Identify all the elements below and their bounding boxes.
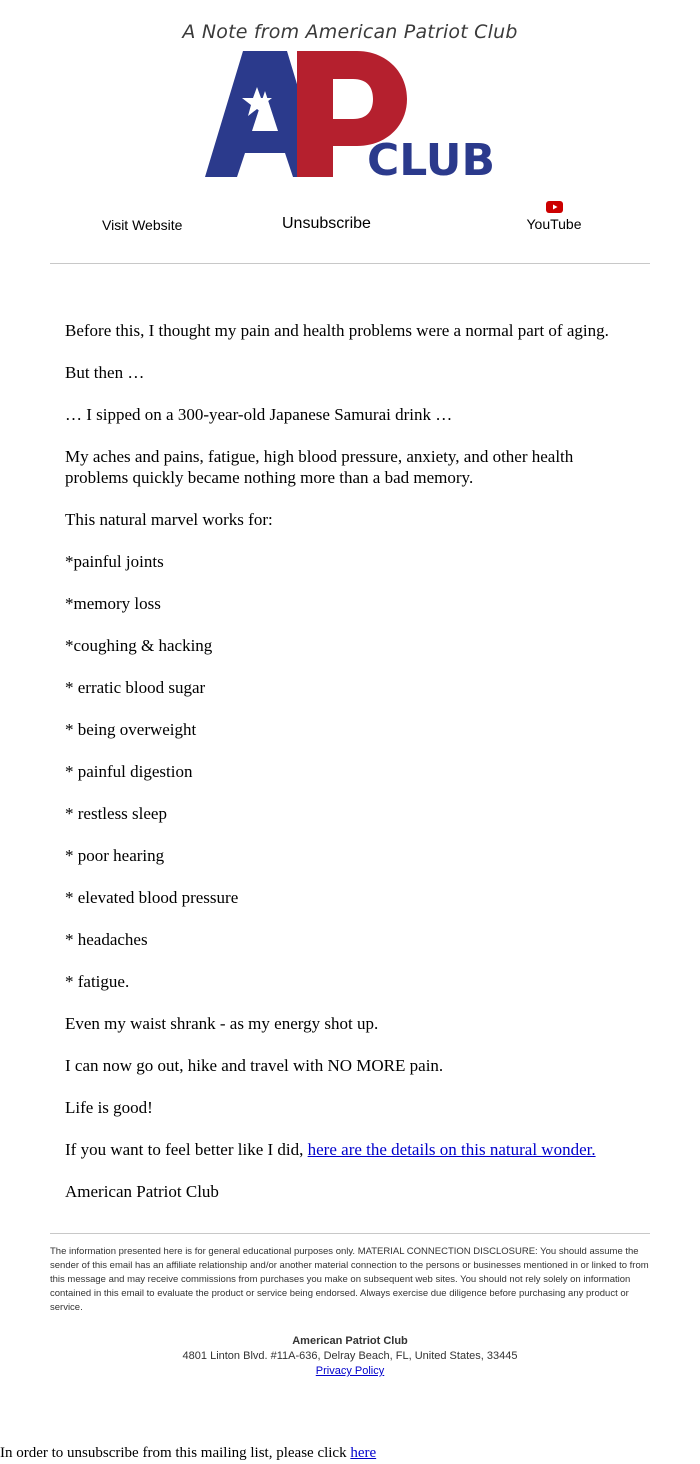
list-item: *coughing & hacking — [65, 636, 213, 655]
list-item: * headaches — [65, 930, 148, 949]
email-container — [50, 0, 650, 1379]
ap-club-logo[interactable] — [205, 49, 495, 189]
unsubscribe-link[interactable]: Unsubscribe — [282, 215, 371, 232]
youtube-label: YouTube — [526, 216, 582, 232]
signature: American Patriot Club — [65, 1182, 219, 1201]
logo-club-text: CLUB — [367, 135, 495, 186]
disclaimer-text: The information presented here is for general educational purposes only. MATERIAL CONNECTION DISCLOSURE: You should assume the sender of this email has an affiliate relationship and/or another material connection to the persons or businesses mentioned in or linked to from this message and may receive commissions from purchases you make on subsequent web sites. You should not rely solely on information contained in this email to evaluate the product or service being endorsed. Always exercise due diligence before purchasing any product or service. — [50, 1246, 649, 1313]
list-item: * restless sleep — [65, 804, 167, 823]
unsubscribe-notice-text: In order to unsubscribe from this mailing list, please click — [0, 1445, 351, 1461]
paragraph: Before this, I thought my pain and health problems were a normal part of aging. — [65, 321, 609, 340]
paragraph: This natural marvel works for: — [65, 510, 273, 529]
message-body — [50, 264, 650, 1233]
list-item: * poor hearing — [65, 846, 165, 865]
unsubscribe-notice — [0, 1445, 376, 1462]
paragraph: My aches and pains, fatigue, high blood pressure, anxiety, and other health problems quickly became nothing more than a bad memory. — [65, 447, 574, 487]
header-note: A Note from American Patriot Club — [182, 21, 518, 43]
paragraph: I can now go out, hike and travel with NO MORE pain. — [65, 1056, 444, 1075]
unsubscribe-here-link[interactable]: here — [350, 1445, 377, 1461]
footer-address: 4801 Linton Blvd. #11A-636, Delray Beach, FL, United States, 33445 — [182, 1350, 518, 1362]
cta-paragraph — [65, 1139, 635, 1160]
youtube-link[interactable] — [520, 201, 588, 232]
youtube-icon — [546, 201, 563, 213]
list-item: * erratic blood sugar — [65, 678, 206, 697]
footer — [50, 1329, 650, 1379]
paragraph: Life is good! — [65, 1098, 153, 1117]
footer-org-name: American Patriot Club — [292, 1335, 408, 1347]
list-item: * elevated blood pressure — [65, 888, 239, 907]
paragraph: Even my waist shrank - as my energy shot up. — [65, 1014, 379, 1033]
visit-website-link[interactable]: Visit Website — [102, 217, 183, 233]
cta-prefix: If you want to feel better like I did, — [65, 1140, 308, 1159]
details-link[interactable]: here are the details on this natural wonder. — [307, 1140, 596, 1159]
list-item: * being overweight — [65, 720, 197, 739]
list-item: *memory loss — [65, 594, 161, 613]
list-item: *painful joints — [65, 552, 164, 571]
paragraph: … I sipped on a 300-year-old Japanese Samurai drink … — [65, 405, 453, 424]
privacy-policy-link[interactable]: Privacy Policy — [315, 1365, 385, 1377]
nav-bar — [50, 189, 650, 263]
paragraph: But then … — [65, 363, 145, 382]
list-item: * fatigue. — [65, 972, 130, 991]
list-item: * painful digestion — [65, 762, 193, 781]
